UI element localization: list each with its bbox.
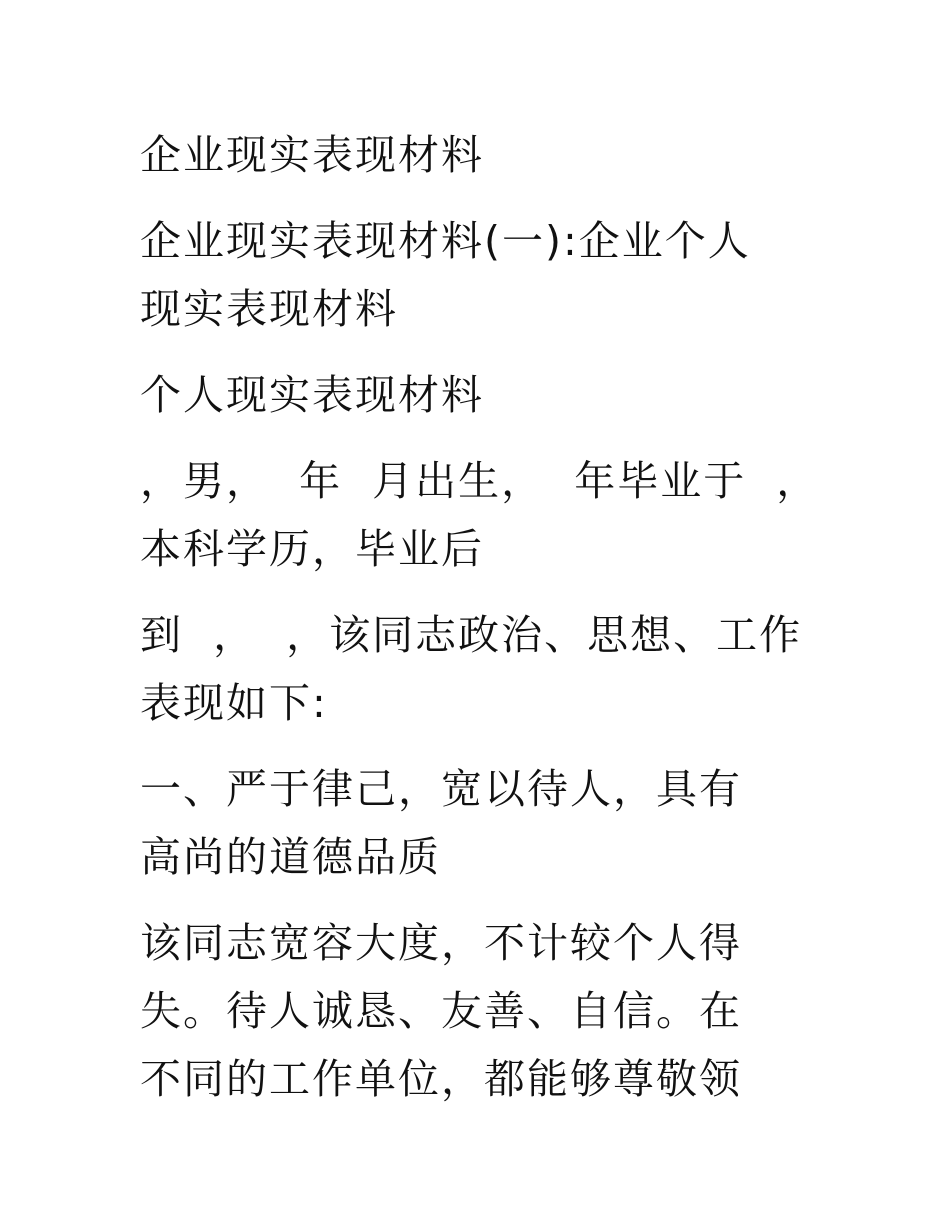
section-heading-line-1: 企业现实表现材料(一):企业个人	[140, 217, 751, 265]
section-subheading-line-2: 高尚的道德品质	[140, 833, 441, 881]
document-title: 企业现实表现材料	[140, 131, 484, 179]
paragraph-line: 本科学历，毕业后	[140, 525, 484, 573]
paragraph-line: 到 ， ，该同志政治、思想、工作	[140, 611, 803, 659]
paragraph-line: 不同的工作单位，都能够尊敬领	[140, 1055, 742, 1103]
section-subheading-line-1: 一、严于律己，宽以待人，具有	[140, 765, 742, 813]
paragraph-line: ，男， 年 月出生， 年毕业于 ，	[140, 457, 820, 505]
paragraph-line: 失。待人诚恳、友善、自信。在	[140, 987, 742, 1035]
subheading: 个人现实表现材料	[140, 371, 484, 419]
paragraph-line: 该同志宽容大度，不计较个人得	[140, 919, 742, 967]
section-heading-line-2: 现实表现材料	[140, 285, 398, 333]
paragraph-line: 表现如下:	[140, 679, 328, 727]
